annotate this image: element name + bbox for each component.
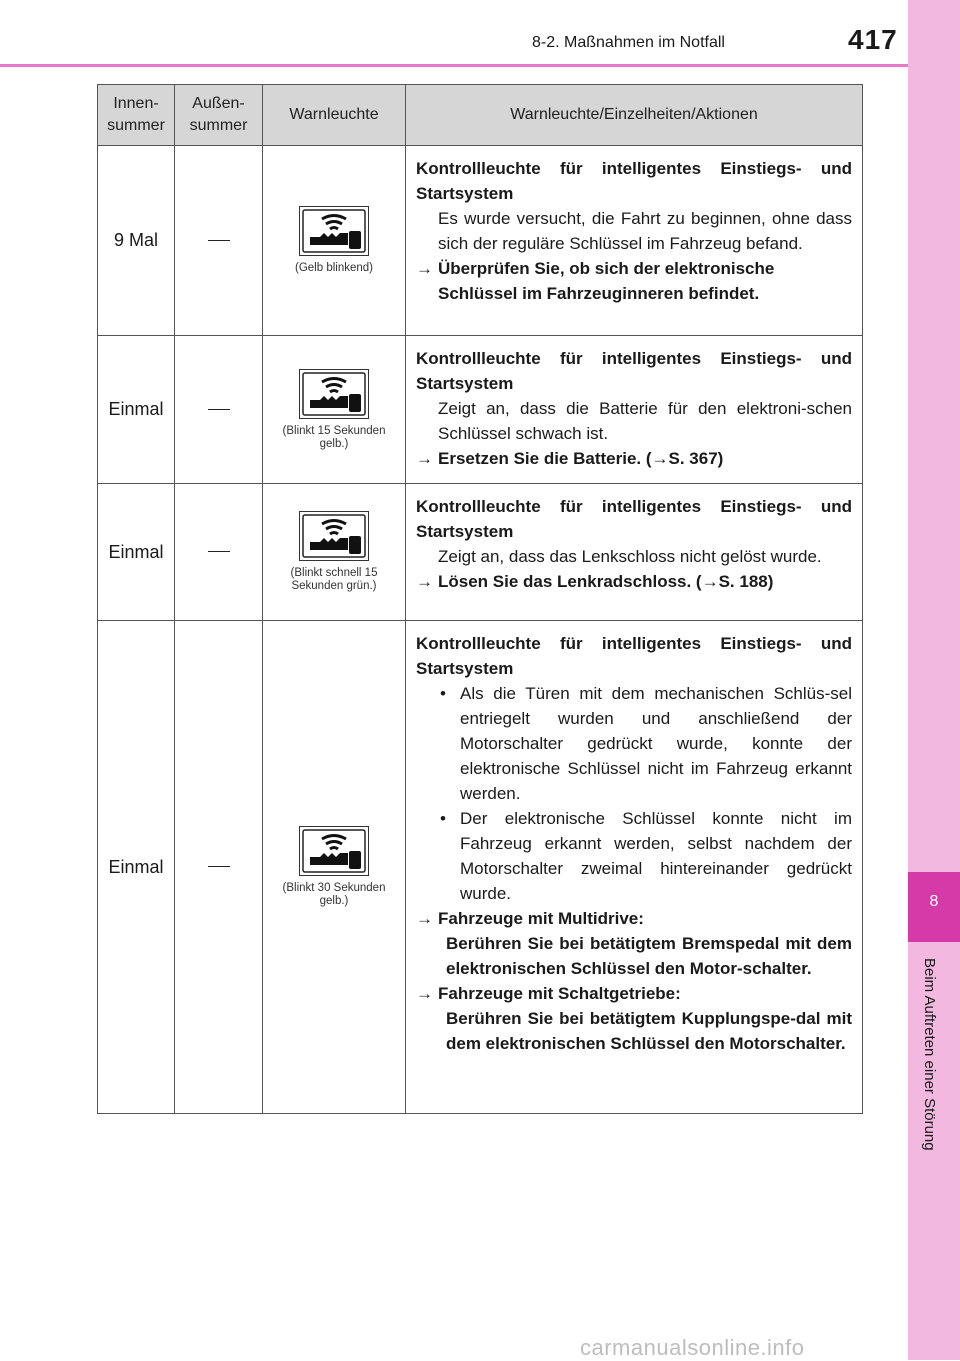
table-row	[98, 146, 863, 336]
lamp-cell	[263, 336, 406, 484]
outer-buzzer-cell	[175, 146, 263, 336]
description: Zeigt an, dass das Lenkschloss nicht gelöst wurde.	[438, 547, 822, 566]
details-cell	[406, 146, 863, 336]
lamp-cell	[263, 621, 406, 1114]
dash-mark	[208, 866, 230, 867]
key-indicator-icon	[299, 511, 369, 561]
inner-buzzer-cell: Einmal	[98, 484, 175, 621]
arrow-icon: →	[416, 572, 433, 591]
inner-buzzer-cell: 9 Mal	[98, 146, 175, 336]
arrow-icon: →	[416, 984, 433, 1003]
action	[416, 981, 852, 1006]
inner-buzzer-cell: Einmal	[98, 336, 175, 484]
outer-buzzer-cell	[175, 336, 263, 484]
bullet-text: Als die Türen mit dem mechanischen Schlüs-sel entriegelt wurden und anschließend der Motorschalter gedrückt wurde, konnte der elektronische Schlüssel nicht im Fahrzeug erkannt werden.	[460, 684, 852, 803]
lamp-caption: (Gelb blinkend)	[295, 262, 373, 274]
bullet-item	[416, 806, 852, 906]
lamp-cell	[263, 146, 406, 336]
chapter-side-tab	[908, 0, 960, 1360]
details-cell	[406, 621, 863, 1114]
details-cell	[406, 484, 863, 621]
action-text: Überprüfen Sie, ob sich der elektronische Schlüssel im Fahrzeuginneren befindet.	[438, 259, 775, 303]
key-indicator-icon	[299, 206, 369, 256]
arrow-icon: →	[416, 449, 433, 468]
header-inner-buzzer: Innen- summer	[98, 85, 175, 146]
header-rule	[0, 64, 908, 67]
outer-buzzer-cell	[175, 621, 263, 1114]
details-cell	[406, 336, 863, 484]
action-text: Ersetzen Sie die Batterie. (→S. 367)	[438, 449, 724, 468]
outer-buzzer-cell	[175, 484, 263, 621]
dash-mark	[208, 240, 230, 241]
key-indicator-icon	[299, 826, 369, 876]
table-row	[98, 484, 863, 621]
action	[416, 256, 852, 306]
action-label: Fahrzeuge mit Schaltgetriebe:	[438, 984, 681, 1003]
section-title: 8-2. Maßnahmen im Notfall	[532, 34, 725, 51]
lamp-caption: (Blinkt schnell 15 Sekunden grün.)	[290, 567, 378, 592]
header-details: Warnleuchte/Einzelheiten/Aktionen	[406, 85, 863, 146]
bullet-icon: •	[440, 809, 446, 828]
action-text: Berühren Sie bei betätigtem Kupplungspe-dal mit dem elektronischen Schlüssel den Motorschalter.	[446, 1009, 852, 1053]
watermark: carmanualsonline.info	[580, 1335, 805, 1360]
indicator-title: Kontrollleuchte für intelligentes Einstiegs- und Startsystem	[416, 497, 852, 541]
action	[416, 446, 852, 471]
dash-mark	[208, 409, 230, 410]
dash-mark	[208, 551, 230, 552]
bullet-item	[416, 681, 852, 806]
key-indicator-icon	[299, 369, 369, 419]
action-text: Lösen Sie das Lenkradschloss. (→S. 188)	[438, 572, 774, 591]
table-row	[98, 621, 863, 1114]
action-label: Fahrzeuge mit Multidrive:	[438, 909, 644, 928]
warning-table	[97, 84, 863, 1114]
bullet-icon: •	[440, 684, 446, 703]
table-header-row	[98, 85, 863, 146]
chapter-label: Beim Auftreten einer Störung	[921, 958, 938, 1151]
chapter-number: 8	[929, 893, 939, 910]
action-text: Berühren Sie bei betätigtem Bremspedal mit dem elektronischen Schlüssel den Motor-schalter.	[446, 934, 852, 978]
description: Zeigt an, dass die Batterie für den elektroni-schen Schlüssel schwach ist.	[438, 399, 852, 443]
header-warning-lamp: Warnleuchte	[263, 85, 406, 146]
indicator-title: Kontrollleuchte für intelligentes Einstiegs- und Startsystem	[416, 159, 852, 203]
action	[416, 906, 852, 931]
lamp-caption: (Blinkt 15 Sekunden gelb.)	[282, 424, 386, 450]
table-row	[98, 336, 863, 484]
arrow-icon: →	[416, 259, 433, 278]
indicator-title: Kontrollleuchte für intelligentes Einstiegs- und Startsystem	[416, 634, 852, 678]
indicator-title: Kontrollleuchte für intelligentes Einstiegs- und Startsystem	[416, 349, 852, 393]
header-outer-buzzer: Außen- summer	[175, 85, 263, 146]
lamp-caption: (Blinkt 30 Sekunden gelb.)	[282, 882, 386, 907]
description: Es wurde versucht, die Fahrt zu beginnen, ohne dass sich der reguläre Schlüssel im Fahrzeug befand.	[438, 209, 852, 253]
inner-buzzer-cell: Einmal	[98, 621, 175, 1114]
bullet-text: Der elektronische Schlüssel konnte nicht im Fahrzeug erkannt werden, selbst nachdem der Motorschalter zweimal hintereinander gedrückt wurde.	[460, 809, 852, 903]
lamp-cell	[263, 484, 406, 621]
arrow-icon: →	[416, 909, 433, 928]
page-number: 417	[848, 24, 898, 55]
action	[416, 569, 852, 594]
